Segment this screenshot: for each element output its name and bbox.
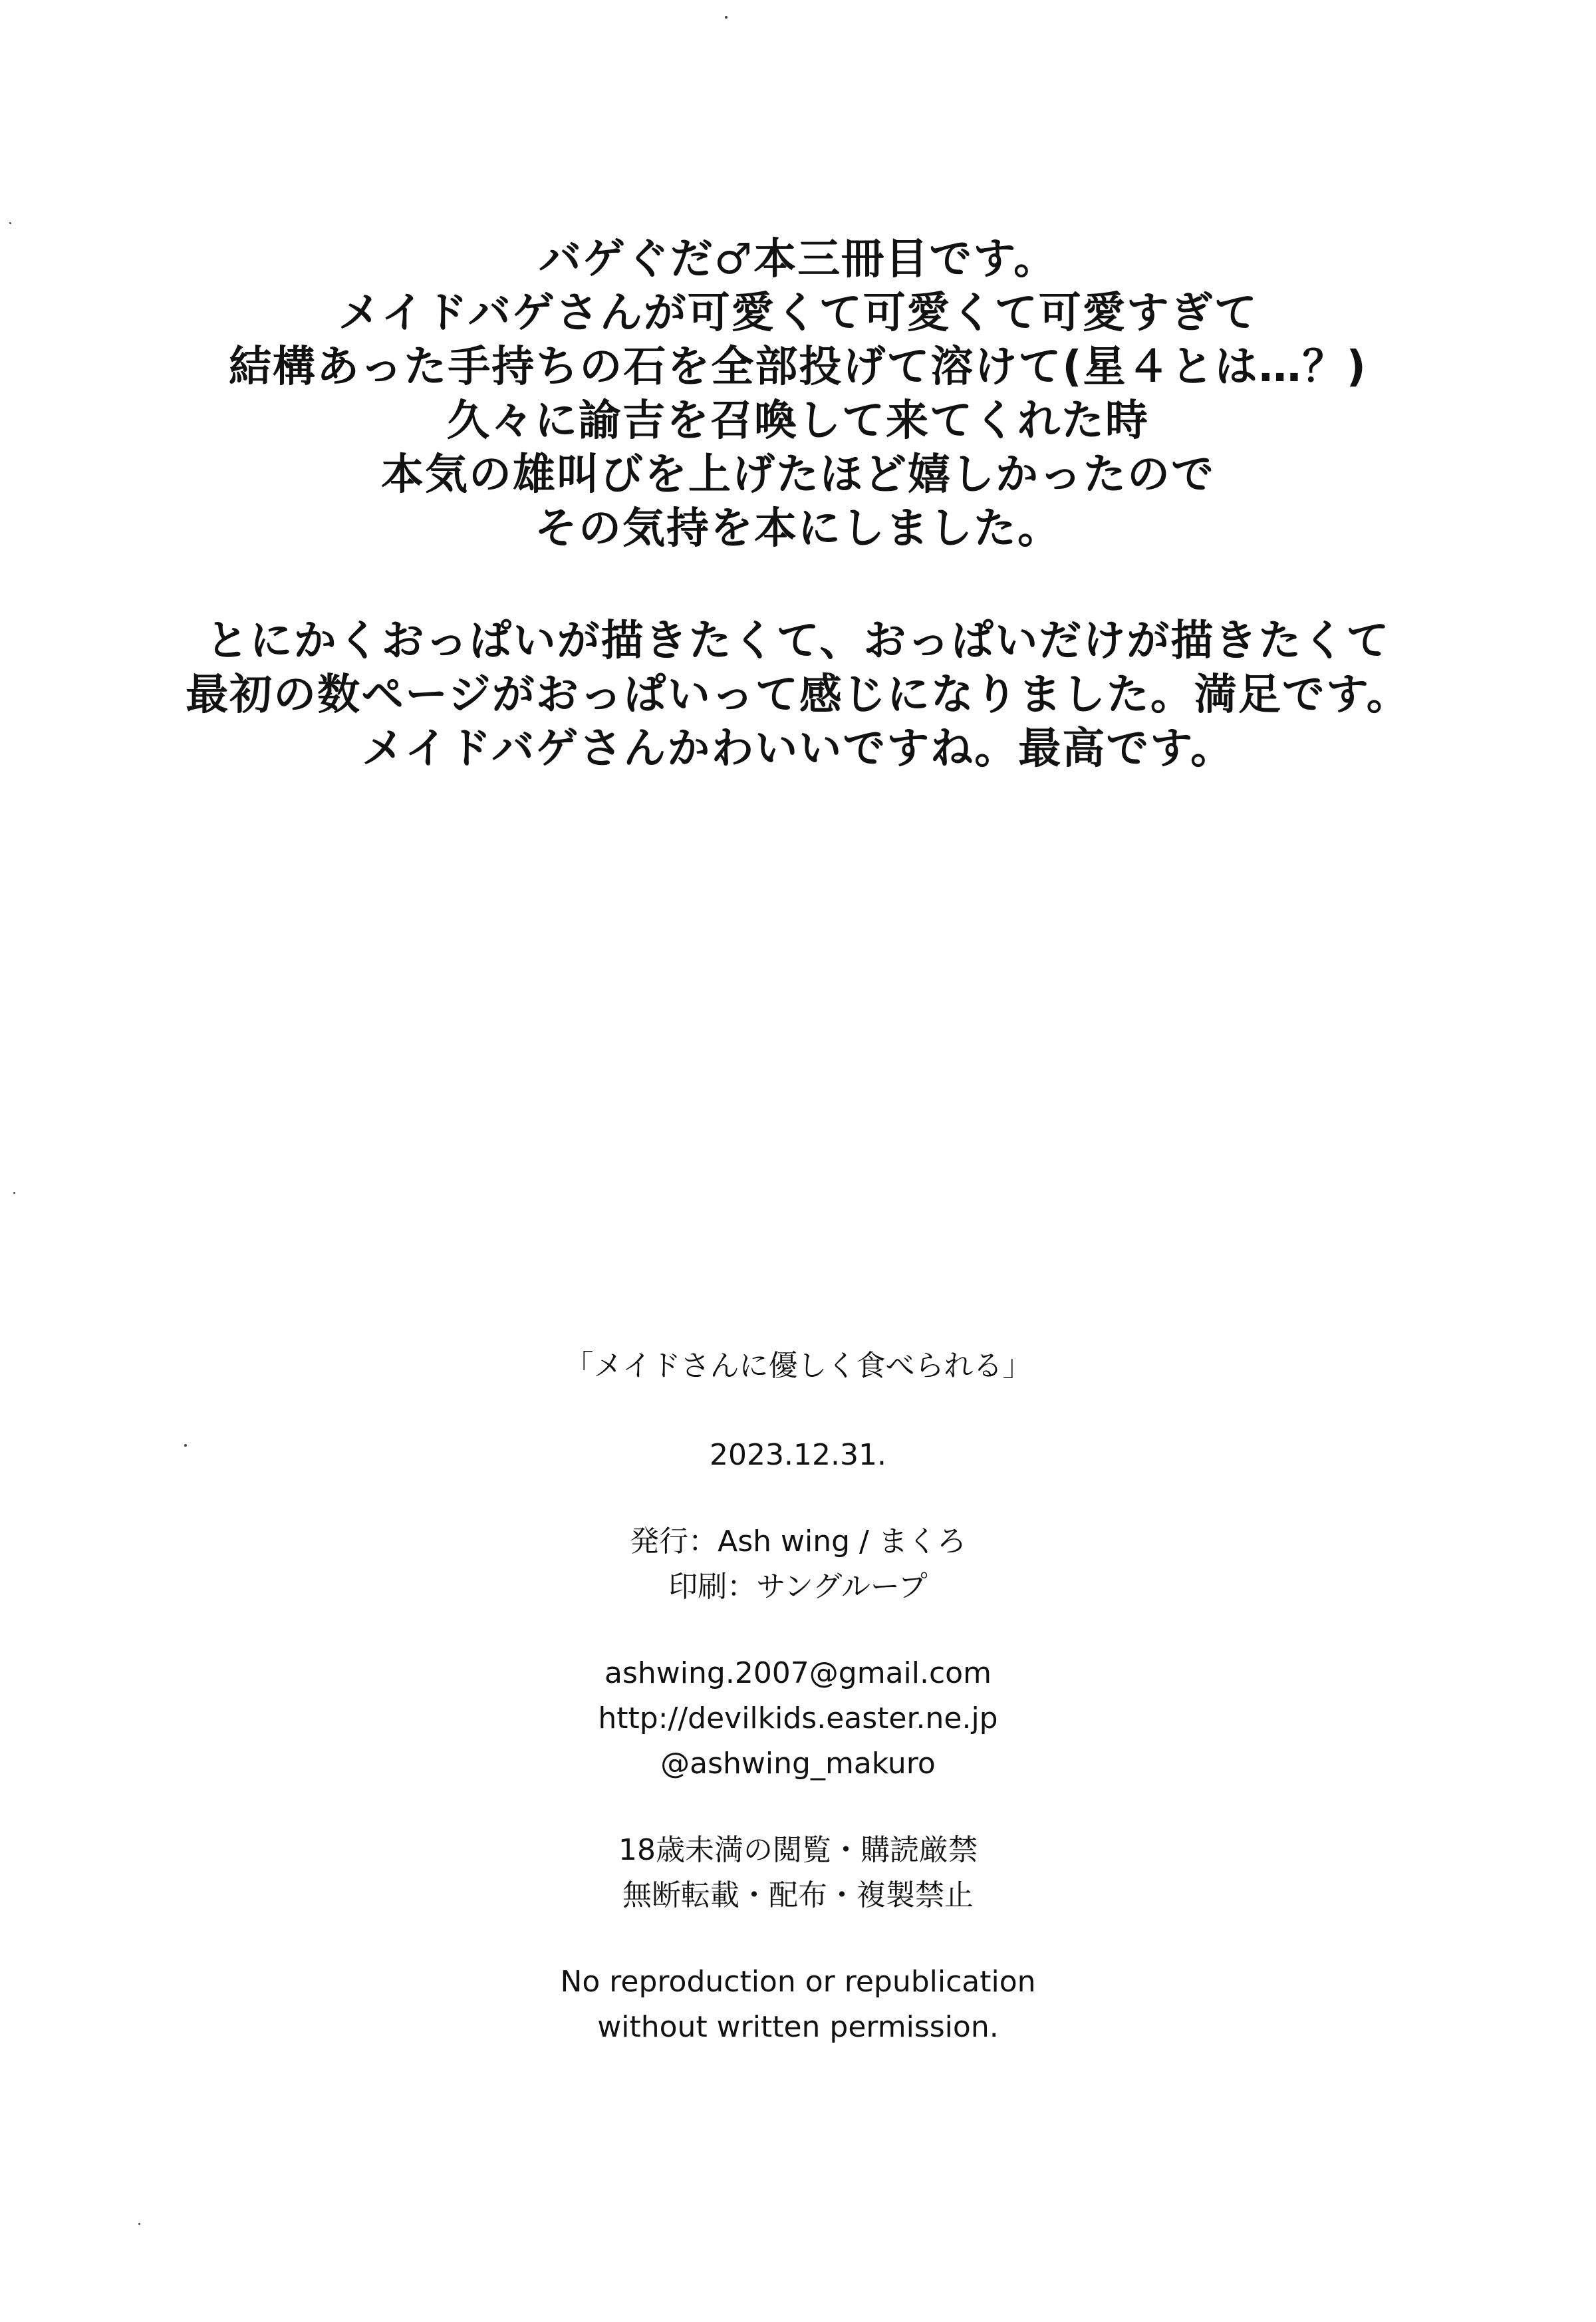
english-notice-line: without written permission. (597, 2010, 999, 2044)
email-address: ashwing.2007@gmail.com (604, 1656, 992, 1690)
afterword-line: その気持を本にしました。 (535, 504, 1061, 553)
printer-line: 印刷：サングループ (668, 1570, 928, 1604)
scan-speck (138, 2223, 140, 2225)
afterword-line: とにかくおっぱいが描きたくて、おっぱいだけが描きたくて (205, 617, 1391, 666)
website-url: http://devilkids.easter.ne.jp (598, 1701, 998, 1735)
publisher-line: 発行：Ash wing / まくろ (630, 1524, 966, 1558)
scan-speck (725, 16, 728, 19)
afterword-line: バゲぐだ♂本三冊目です。 (538, 235, 1058, 284)
afterword-line: メイドバゲさんが可愛くて可愛くて可愛すぎて (338, 289, 1258, 338)
social-handle: @ashwing_makuro (660, 1747, 936, 1781)
copy-restriction-notice: 無断転載・配布・複製禁止 (622, 1878, 974, 1912)
scan-speck (9, 222, 11, 224)
scan-speck (13, 1192, 15, 1194)
afterword-line: 結構あった手持ちの石を全部投げて溶けて(星４とは…？) (229, 343, 1367, 392)
afterword-line: 本気の雄叫びを上げたほど嬉しかったので (381, 450, 1215, 500)
colophon-block (0, 1344, 1596, 2050)
afterword-text (0, 233, 1596, 776)
english-notice-line: No reproduction or republication (560, 1965, 1036, 1999)
paragraph-gap (0, 556, 1596, 615)
age-restriction-notice: 18歳未満の閲覧・購読厳禁 (618, 1833, 978, 1867)
afterword-line: 久々に諭吉を召喚して来てくれた時 (447, 396, 1149, 446)
afterword-line: メイドバゲさんかわいいですね。最高です。 (361, 724, 1235, 774)
afterword-line: 最初の数ページがおっぱいって感じになりました。満足です。 (186, 670, 1410, 720)
publication-date: 2023.12.31. (710, 1438, 886, 1472)
book-title: 「メイドさんに優しく食べられる」 (564, 1349, 1032, 1383)
scan-speck (184, 1444, 187, 1447)
